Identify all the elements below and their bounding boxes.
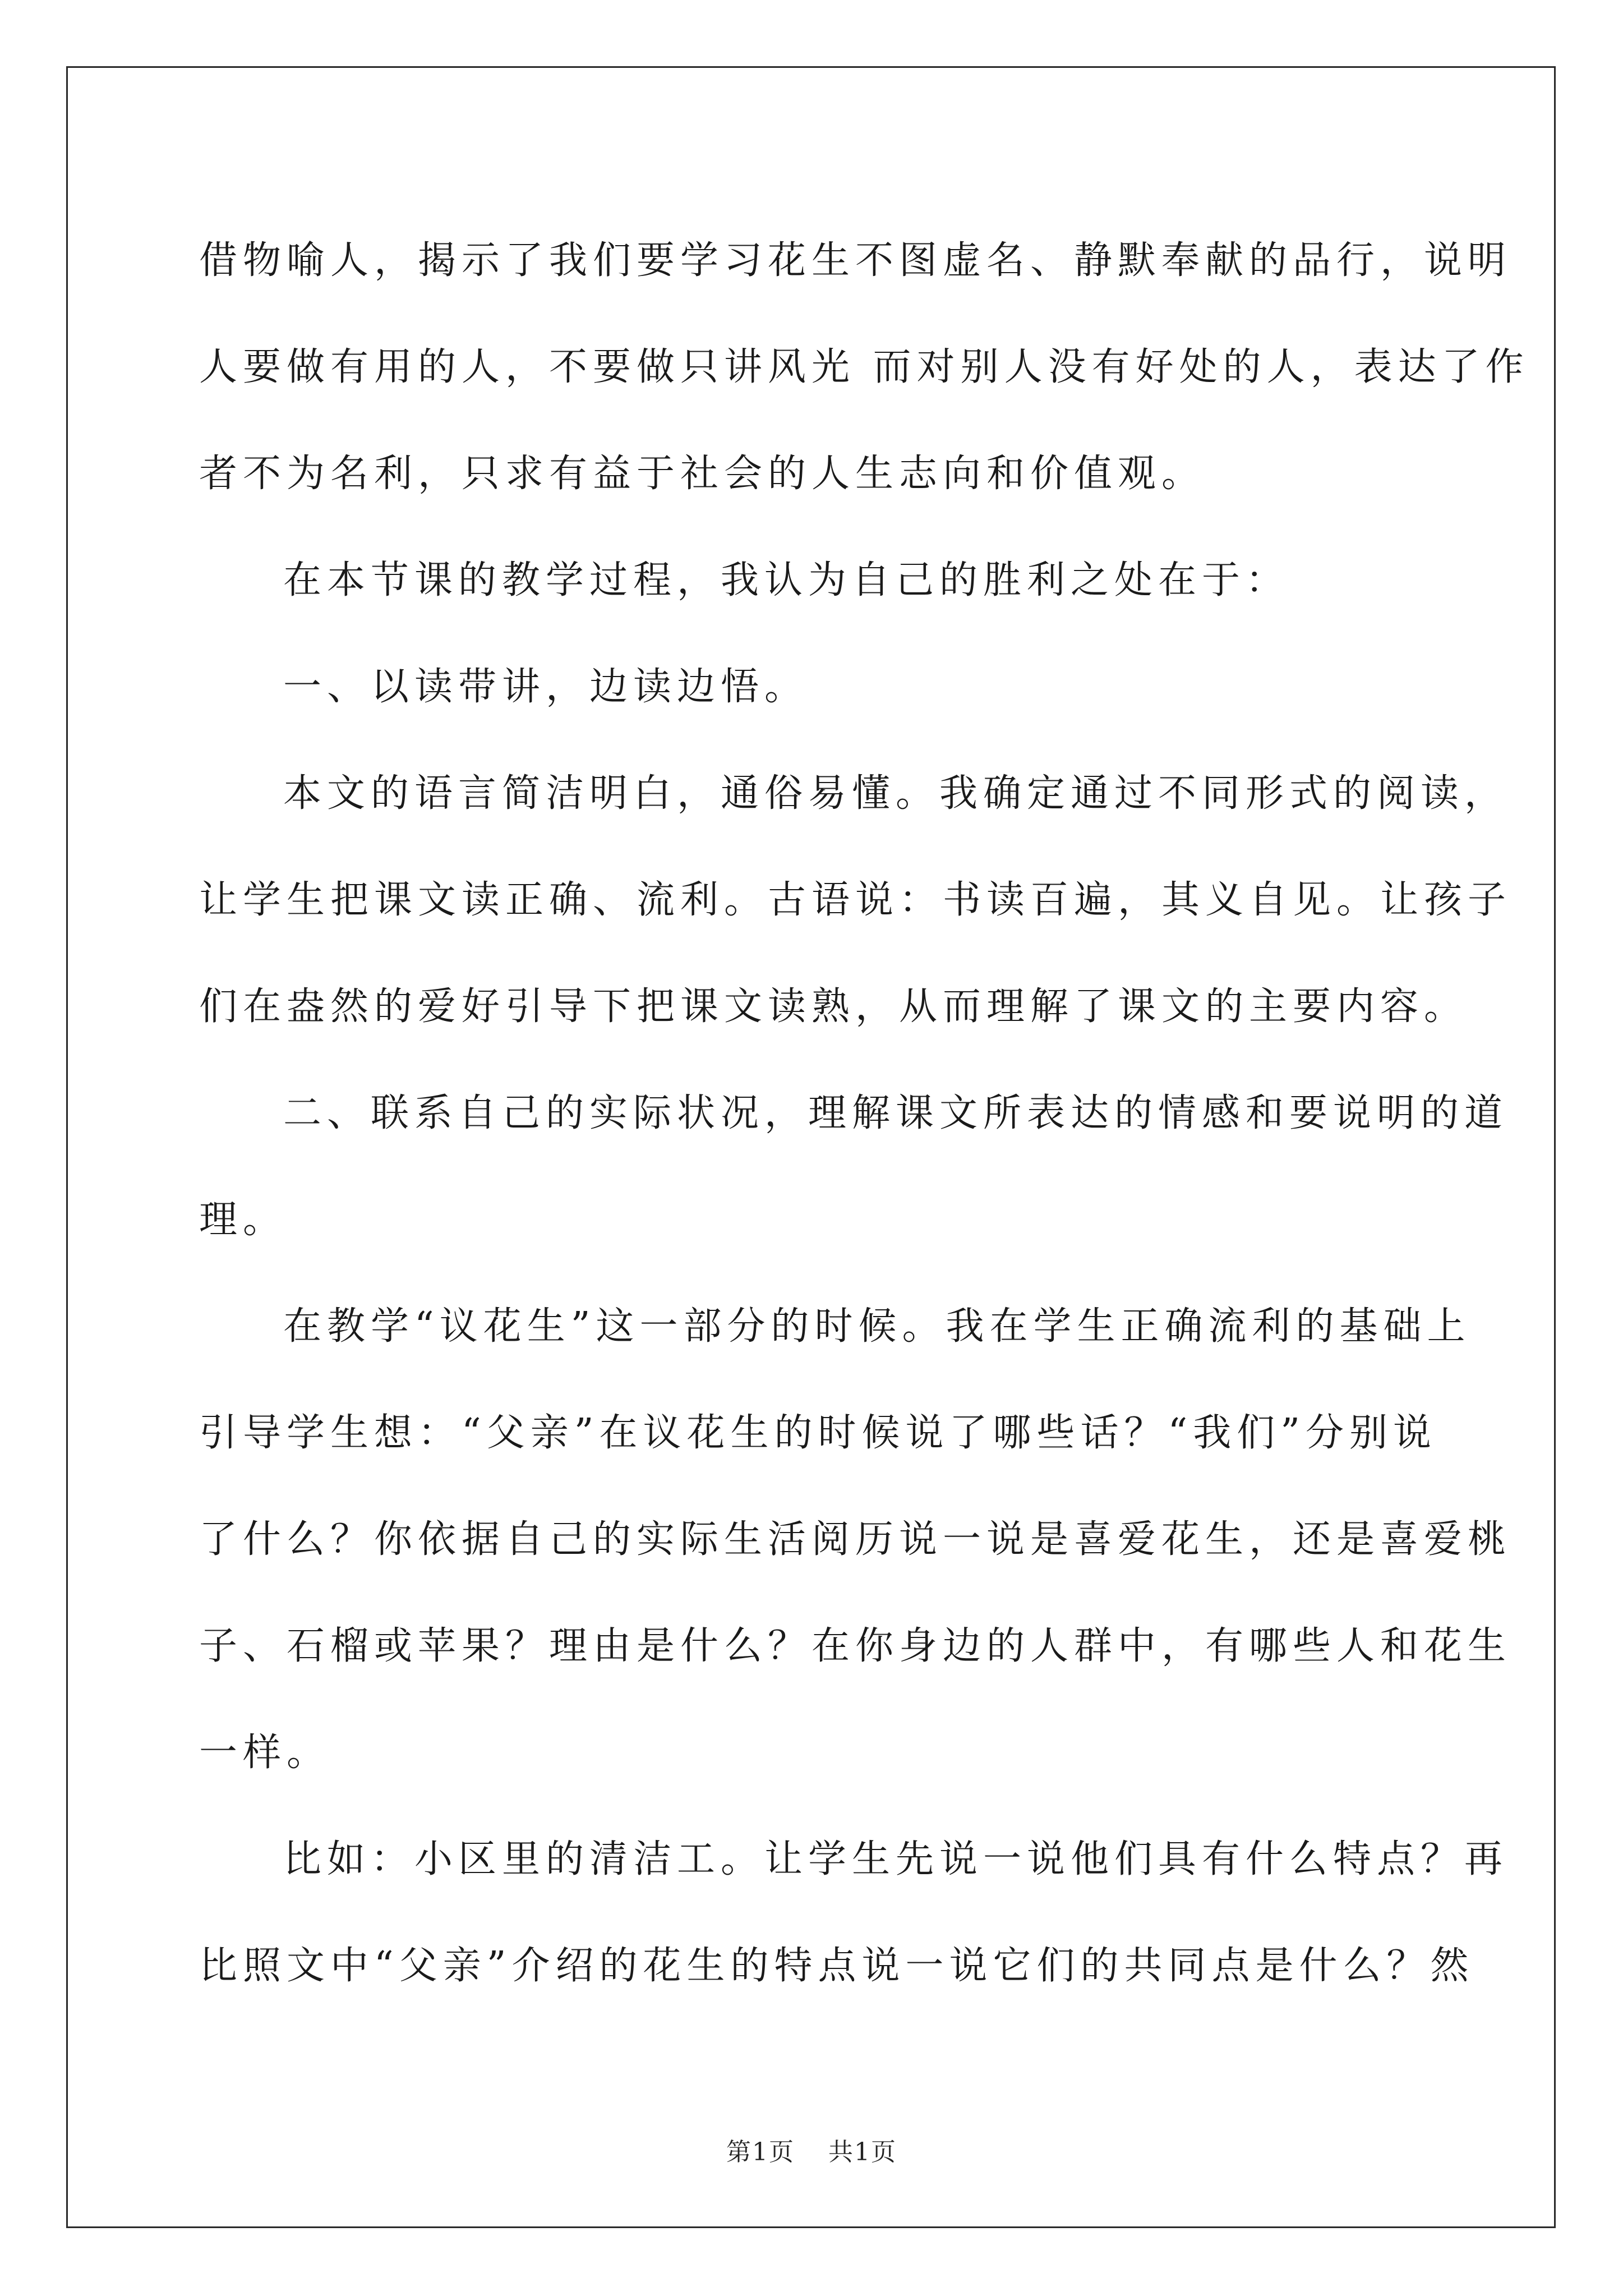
text-line: 理。 xyxy=(199,1198,287,1242)
paragraph-start: 在教学“议花生”这一部分的时候。我在学生正确流利的基础上 xyxy=(283,1304,1471,1349)
page-total: 共1页 xyxy=(828,2138,897,2166)
text-line: 人要做有用的人，不要做只讲风光 而对别人没有好处的人，表达了作 xyxy=(199,345,1529,389)
text-line: 了什么？你依据自己的实际生活阅历说一说是喜爱花生，还是喜爱桃 xyxy=(199,1517,1512,1562)
paragraph-start: 比如：小区里的清洁工。让学生先说一说他们具有什么特点？再 xyxy=(283,1837,1509,1881)
text-line: 子、石榴或苹果？理由是什么？在你身边的人群中，有哪些人和花生 xyxy=(199,1624,1512,1668)
text-line: 们在盎然的爱好引导下把课文读熟，从而理解了课文的主要内容。 xyxy=(199,984,1468,1029)
text-line: 引导学生想：“父亲”在议花生的时候说了哪些话？“我们”分别说 xyxy=(199,1411,1437,1455)
section-heading: 一、以读带讲，边读边悟。 xyxy=(283,665,809,709)
text-line: 一样。 xyxy=(199,1731,331,1775)
paragraph-start: 在本节课的教学过程，我认为自己的胜利之处在于： xyxy=(283,558,1290,602)
text-line: 比照文中“父亲”介绍的花生的特点说一说它们的共同点是什么？然 xyxy=(199,1944,1474,1988)
paragraph-start: 本文的语言简洁明白，通俗易懂。我确定通过不同形式的阅读， xyxy=(283,771,1509,816)
text-line: 借物喻人，揭示了我们要学习花生不图虚名、静默奉献的品行，说明 xyxy=(199,238,1512,283)
page-footer xyxy=(0,2132,1623,2168)
text-line: 让学生把课文读正确、流利。古语说：书读百遍，其义自见。让孩子 xyxy=(199,878,1512,922)
page-number: 第1页 xyxy=(726,2138,795,2166)
document-body xyxy=(199,208,1529,2019)
section-heading: 二、联系自己的实际状况，理解课文所表达的情感和要说明的道 xyxy=(283,1091,1509,1135)
text-line: 者不为名利，只求有益于社会的人生志向和价值观。 xyxy=(199,452,1206,496)
